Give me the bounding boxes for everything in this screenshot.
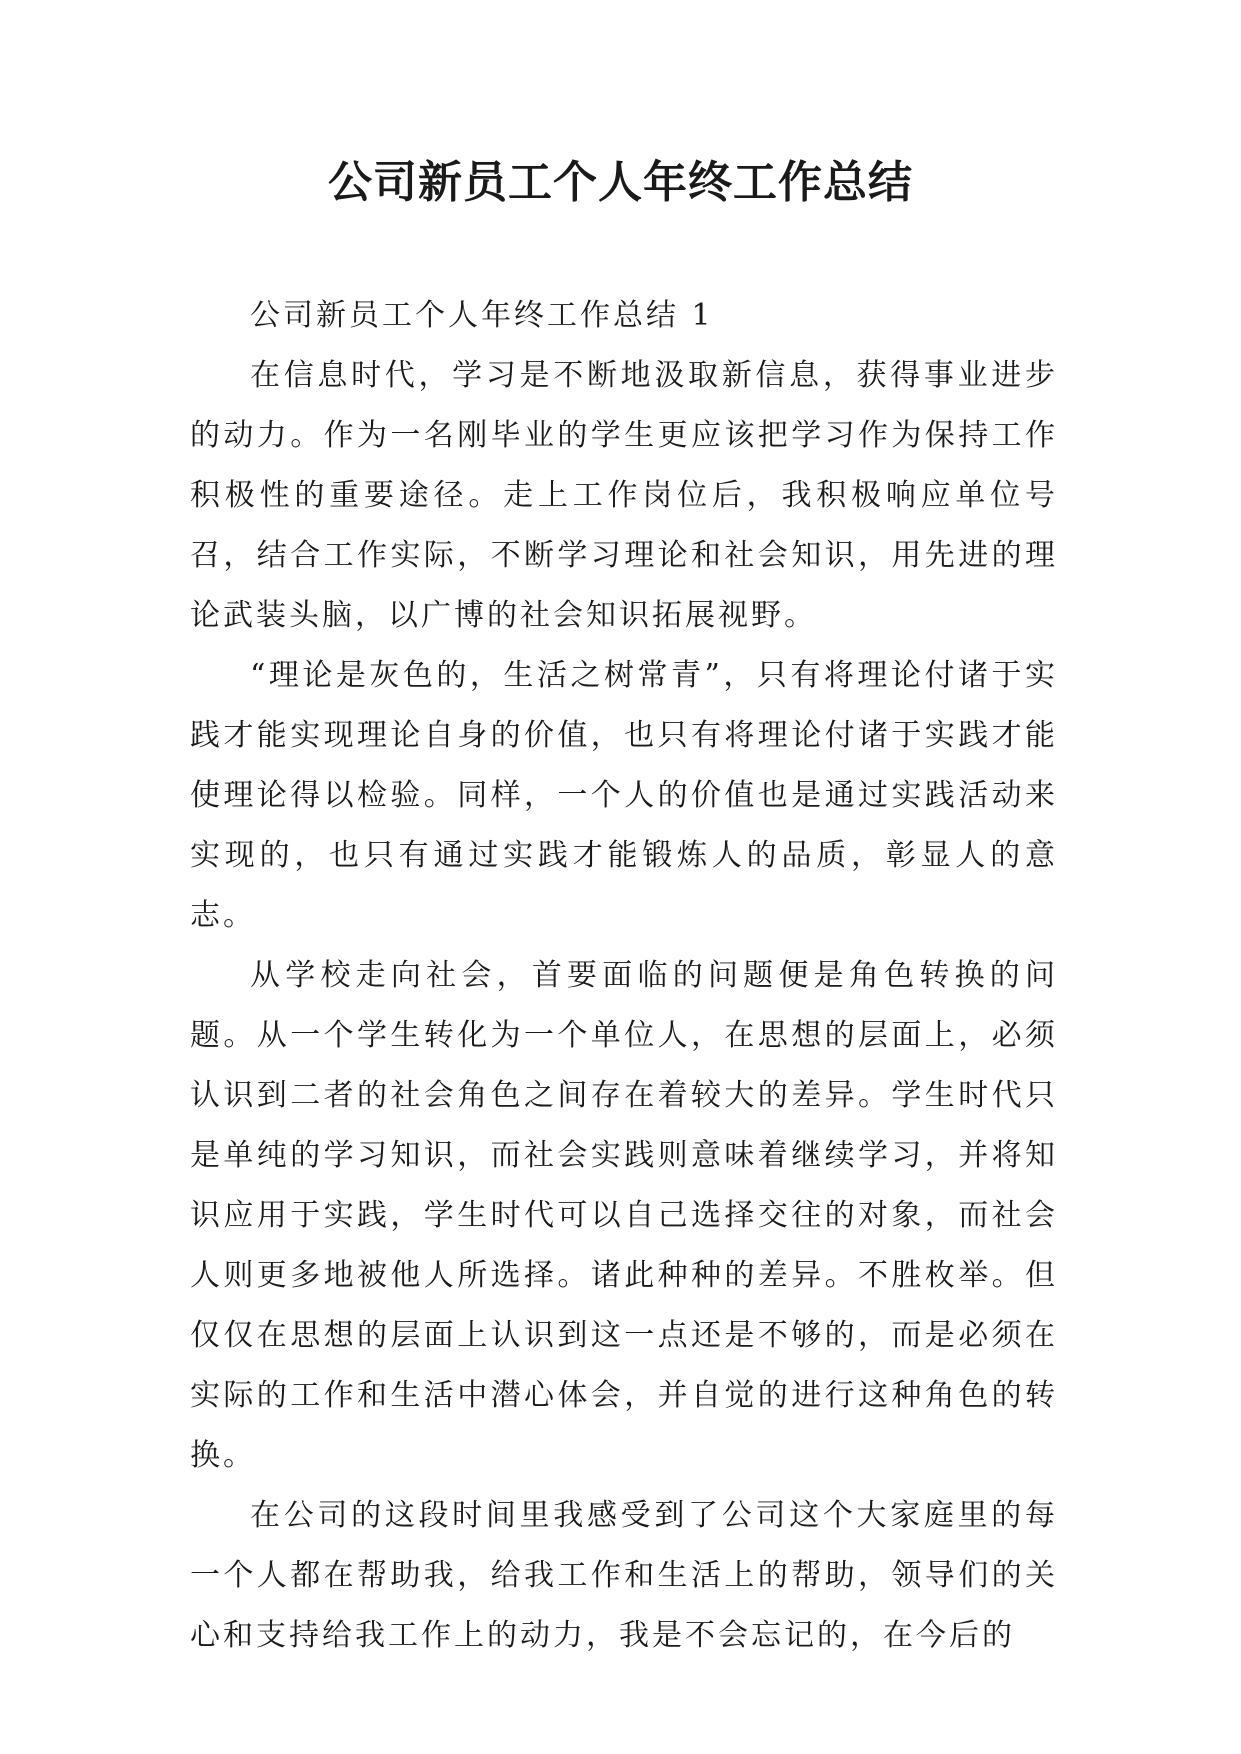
paragraph-role-change: 从学校走向社会，首要面临的问题便是角色转换的问题。从一个学生转化为一个单位人，在思想的层面上，必须认识到二者的社会角色之间存在着较大的差异。学生时代只是单纯的学习知识，而社会实践则意味着继续学习，并将知识应用于实践，学生时代可以自己选择交往的对象，而社会人则更多地被他人所选择。诸此种种的差异。不胜枚举。但仅仅在思想的层面上认识到这一点还是不够的，而是必须在实际的工作和生活中潜心体会，并自觉的进行这种角色的转换。	[190, 958, 1058, 1473]
paragraph-learning: 在信息时代，学习是不断地汲取新信息，获得事业进步的动力。作为一名刚毕业的学生更应该把学习作为保持工作积极性的重要途径。走上工作岗位后，我积极响应单位号召，结合工作实际，不断学习理论和社会知识，用先进的理论武装头脑，以广博的社会知识拓展视野。	[190, 358, 1058, 633]
document-title: 公司新员工个人年终工作总结	[328, 157, 913, 208]
paragraph-company-thanks: 在公司的这段时间里我感受到了公司这个大家庭里的每一个人都在帮助我，给我工作和生活上的帮助，领导们的关心和支持给我工作上的动力，我是不会忘记的，在今后的	[190, 1498, 1058, 1653]
section-heading: 公司新员工个人年终工作总结 1	[250, 298, 714, 333]
paragraph-theory-practice: “理论是灰色的，生活之树常青”，只有将理论付诸于实践才能实现理论自身的价值，也只有将理论付诸于实践才能使理论得以检验。同样，一个人的价值也是通过实践活动来实现的，也只有通过实践才能锻炼人的品质，彰显人的意志。	[190, 658, 1058, 933]
document-body	[190, 286, 1058, 1666]
